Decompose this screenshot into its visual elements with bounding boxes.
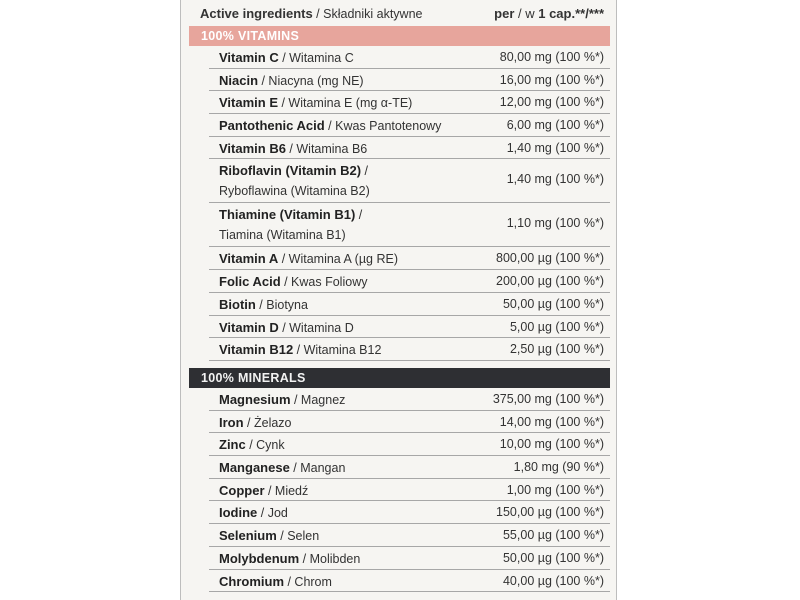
vitamin-value: 80,00 mg (100 %*) [499,50,604,64]
vitamin-name-en: Biotin [219,296,256,312]
mineral-name-pl: / Chrom [284,574,332,589]
mineral-value: 375,00 mg (100 %*) [492,392,604,406]
vitamin-name-pl: / [355,208,363,223]
mineral-row [209,388,610,411]
mineral-value: 1,80 mg (90 %*) [513,460,604,475]
mineral-name-pl: / Magnez [290,393,346,407]
vitamin-name-pl: / Witamina C [278,51,354,65]
vitamin-name-pl: / Witamina D [278,320,354,335]
vitamin-name-en: Vitamin B12 [219,342,294,358]
vitamin-name-pl: / Witamina A (µg RE) [278,252,398,267]
vitamin-name-pl-line2: Tiamina (Witamina B1) [219,228,346,243]
vitamin-row [209,316,610,339]
header-cap: 1 cap.**/*** [534,6,604,21]
vitamin-name-en: Niacin [219,72,259,88]
mineral-row [209,456,610,479]
mineral-name-pl: / Miedź [264,483,309,498]
header-serving-separator: / [514,6,526,21]
vitamin-value: 12,00 mg (100 %*) [499,95,604,110]
mineral-value: 10,00 mg (100 %*) [499,437,604,452]
minerals-list [181,388,616,592]
supplement-facts-label [180,0,617,600]
vitamin-row [209,247,610,270]
vitamin-row [209,46,610,69]
vitamin-value: 16,00 mg (100 %*) [499,72,604,87]
vitamin-value: 6,00 mg (100 %*) [506,118,604,133]
mineral-value: 50,00 µg (100 %*) [502,550,604,565]
table-header [181,0,616,26]
vitamin-name-pl-line2: Ryboflawina (Witamina B2) [219,184,370,199]
mineral-name-pl: / Mangan [289,461,346,476]
vitamin-name-pl: / Kwas Pantotenowy [324,119,442,134]
header-per: per [494,6,515,21]
mineral-row [209,411,610,434]
vitamin-value: 50,00 µg (100 %*) [502,296,604,311]
vitamin-row [209,338,610,361]
mineral-name-pl: / Żelazo [243,415,292,430]
vitamin-value: 1,40 mg (100 %*) [506,140,604,155]
mineral-name-en: Iron [219,414,244,430]
mineral-name-pl: / Cynk [245,438,285,453]
mineral-row [209,433,610,456]
section-vitamins: 100% VITAMINS [189,26,610,46]
vitamin-name-en: Vitamin C [219,50,279,65]
vitamin-name-en: Vitamin D [219,319,279,335]
header-serving [494,6,604,21]
mineral-row [209,501,610,524]
vitamin-name-en: Vitamin E [219,95,279,111]
vitamin-name-en: Vitamin B6 [219,140,286,156]
vitamin-row [209,203,610,247]
mineral-name-en: Magnesium [219,392,291,407]
mineral-name-pl: / Jod [257,506,288,521]
vitamins-list [181,46,616,361]
vitamin-name-pl: / Witamina E (mg α-TE) [278,96,413,111]
vitamin-name-pl: / Niacyna (mg NE) [258,73,364,88]
mineral-name-en: Chromium [219,573,284,589]
vitamin-value: 800,00 µg (100 %*) [496,251,604,266]
vitamin-name-en: Vitamin A [219,251,279,267]
vitamin-row [209,159,610,203]
vitamin-value: 2,50 µg (100 %*) [509,342,604,357]
vitamin-value: 200,00 µg (100 %*) [496,274,604,289]
vitamin-name-pl: / Biotyna [255,297,308,312]
mineral-row [209,479,610,502]
vitamin-row [209,91,610,114]
mineral-name-en: Zinc [219,437,246,453]
vitamin-row [209,137,610,160]
vitamin-name-pl: / [361,164,369,179]
vitamin-name-pl: / Witamina B12 [293,343,382,358]
mineral-name-pl: / Selen [276,529,320,544]
mineral-value: 40,00 µg (100 %*) [502,573,604,588]
mineral-row [209,570,610,593]
vitamin-name-en: Pantothenic Acid [219,118,325,134]
mineral-value: 55,00 µg (100 %*) [502,528,604,543]
vitamin-value: 1,10 mg (100 %*) [506,216,604,231]
mineral-name-pl: / Molibden [299,551,361,566]
vitamin-name-en: Folic Acid [219,274,281,290]
vitamin-row [209,270,610,293]
section-minerals: 100% MINERALS [189,368,610,388]
header-ingredients-en: Active ingredients [200,6,313,21]
vitamin-name-pl: / Kwas Foliowy [280,275,368,290]
mineral-name-en: Iodine [219,505,258,521]
mineral-value: 1,00 mg (100 %*) [506,482,604,497]
mineral-name-en: Molybdenum [219,550,300,566]
mineral-row [209,547,610,570]
vitamin-value: 1,40 mg (100 %*) [506,172,604,187]
mineral-value: 150,00 µg (100 %*) [496,505,604,520]
vitamin-value: 5,00 µg (100 %*) [509,319,604,334]
mineral-name-en: Selenium [219,528,277,544]
mineral-row [209,524,610,547]
header-separator: / [312,7,324,21]
vitamin-row [209,69,610,92]
vitamin-name-en: Riboflavin (Vitamin B2) [219,163,362,179]
vitamin-name-pl: / Witamina B6 [285,141,368,156]
mineral-value: 14,00 mg (100 %*) [499,414,604,429]
mineral-name-en: Copper [219,482,265,498]
vitamin-name-en: Thiamine (Vitamin B1) [219,207,356,223]
header-ingredients [200,6,422,21]
header-w: w [525,6,535,21]
vitamin-row [209,293,610,316]
header-ingredients-pl: Składniki aktywne [323,7,423,21]
vitamin-row [209,114,610,137]
mineral-name-en: Manganese [219,460,290,476]
